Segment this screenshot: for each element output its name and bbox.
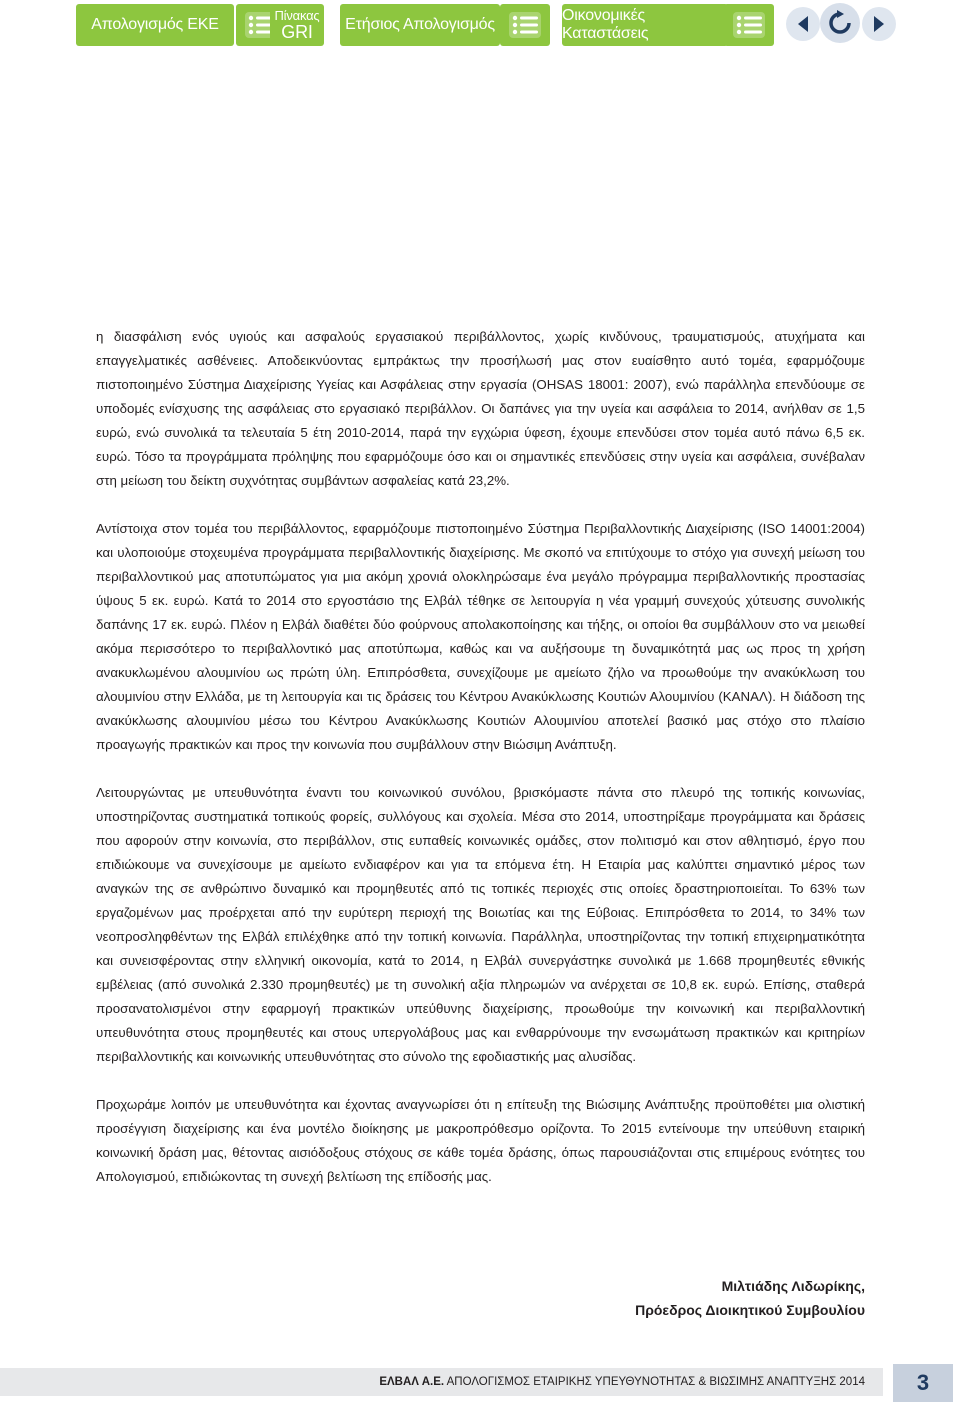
top-navigation [0,0,960,50]
nav-ceo-report-button[interactable] [76,4,234,46]
next-arrow-icon [871,15,887,33]
reload-button[interactable] [820,3,860,43]
list-icon-graphic [508,10,542,40]
next-page-button[interactable] [862,7,896,41]
signature-title: Πρόεδρος Διοικητικού Συμβουλίου [635,1302,865,1318]
signature-block [635,1274,865,1322]
prev-arrow-icon [795,15,811,33]
paragraph-environment: Αντίστοιχα στον τομέα του περιβάλλοντος, εφαρμόζουμε πιστοποιημένο Σύστημα Περιβαλλοντικής Διαχείρισης (ISO 14001:2004) και υλοποιούμε στοχευμένα προγράμματα περιβαλλοντικής διαχείρισης. Με σκοπό να επιτύχουμε το στόχο για συνεχή μείωση του περιβαλλοντικού μας αποτυπώματος για μια ακόμη χρονιά ολοκληρώσαμε ένα μεγάλο πρόγραμμα περιβαλλοντικής προστασίας ύψους 5 εκ. ευρώ. Κατά το 2014 στο εργοστάσιο της Ελβάλ τέθηκε σε λειτουργία η νέα γραμμή συνεχούς χύτευσης συνολικής δαπάνης 17 εκ. ευρώ. Πλέον η Ελβάλ διαθέτει δύο φούρνους απολακοποίησης και τήξης, οι οποίοι θα συμβάλλουν στο να μειωθεί ακόμα περισσότερο το περιβαλλοντικό μας αποτύπωμα, καθώς και να αυξήσουμε τη δυναμικότητά μας ως προς τη χρήση ανακυκλωμένου αλουμινίου ως πρώτη ύλη. Επιπρόσθετα, συνεχίζουμε με αμείωτο ζήλο να προωθούμε την ανακύκλωση του αλουμινίου στην Ελλάδα, με τη λειτουργία και τις δράσεις του Κέντρου Ανακύκλωσης Κουτιών Αλουμινίου (ΚΑΝΑΛ). Η διάδοση της ανακύκλωσης αλουμινίου μέσω του Κέντρου Ανακύκλωσης Κουτιών Αλουμινίου αποτελεί βασικό μας στόχο στο πλαίσιο προαγωγής πρακτικών και προς την κοινωνία που συμβάλλουν στην Βιώσιμη Ανάπτυξη. [96,521,865,752]
paragraph-conclusion: Προχωράμε λοιπόν με υπευθυνότητα και έχοντας αναγνωρίσει ότι η επίτευξη της Βιώσιμης Ανάπτυξης προϋποθέτει μια ολιστική προσέγγιση διαχείρισης και ένα μοντέλο διοίκησης με μακροπρόθεσμο ορίζοντα. Το 2015 εντείνουμε την υπεύθυνη εταιρική κοινωνική δράση μας, θέτοντας αισιόδοξους στόχους σε κάθε τομέα δράσης, όπως παρουσιάζονται στις επιμέρους ενότητες του Απολογισμού, επιδιώκοντας τη συνεχή βελτίωση της επίδοσής μας. [96,1097,865,1184]
paragraph-society: Λειτουργώντας με υπευθυνότητα έναντι του κοινωνικού συνόλου, βρισκόμαστε πάντα στο πλευρό της τοπικής κοινωνίας, υποστηρίζοντας συστηματικά τοπικούς φορείς, συλλόγους και σχολεία. Μέσα στο 2014, υποστηρίξαμε προγράμματα και δράσεις που αφορούν στην κοινωνία, στο περιβάλλον, στις ευπαθείς κοινωνικές ομάδες, στον πολιτισμό και στον αθλητισμό, έργο που επιδιώκουμε να συνεχίσουμε με αμείωτο ενδιαφέρον και για τα επόμενα έτη. Η Εταιρία μας καλύπτει σημαντικό μέρος των αναγκών της σε ανθρώπινο δυναμικό και προμηθευτές από τις τοπικές περιοχές στις οποίες δραστηριοποιείται. Το 63% των εργαζομένων μας προέρχεται από την ευρύτερη περιοχή της Βοιωτίας και της Εύβοιας. Επιπρόσθετα το 2014, το 34% των νεοπροσληφθέντων της Ελβάλ επιλέχθηκε από την τοπική κοινωνία. Παράλληλα, υποστηρίζοντας την τοπική επιχειρηματικότητα και συνεισφέροντας στην ελληνική οικονομία, κατά το 2014, η Ελβάλ συνεργάστηκε συνολικά με 1.668 προμηθευτές εθνικής εμβέλειας (από συνολικά 2.330 προμηθευτές) με τη συνολική αξία πληρωμών να ανέρχεται σε 10,8 εκ. ευρώ. Επίσης, σταθερά προσανατολισμένοι στην εφαρμογή πρακτικών υπεύθυνης διαχείρισης, προωθούμε την κοινωνική και περιβαλλοντική υπευθυνότητα στους προμηθευτές και στους υπεργολάβους μας και ενθαρρύνουμε την ενσωμάτωση πρακτικών και κριτηρίων περιβαλλοντικής και κοινωνικής υπευθυνότητας στο σύνολο της εφοδιαστικής μας αλυσίδας. [96,785,865,1064]
nav-financial-statements-label: Οικονομικές Καταστάσεις [562,7,649,42]
nav-gri-table-button[interactable] [270,4,324,46]
page-number: 3 [893,1364,953,1402]
nav-annual-report-button[interactable] [340,4,500,46]
list-icon[interactable] [500,4,550,46]
prev-page-button[interactable] [786,7,820,41]
footer-company: ΕΛΒΑΛ Α.Ε. [379,1376,445,1388]
signature-name: Μιλτιάδης Λιδωρίκης, [721,1278,865,1294]
nav-ceo-report-label: Απολογισμός ΕΚΕ [91,16,219,33]
nav-annual-report-label: Ετήσιος Απολογισμός [345,16,495,33]
letter-body [96,325,865,1213]
footer-report-title: ΑΠΟΛΟΓΙΣΜΟΣ ΕΤΑΙΡΙΚΗΣ ΥΠΕΥΘΥΝΟΤΗΤΑΣ & ΒΙΩΣΙΜΗΣ ΑΝΑΠΤΥΞΗΣ 2014 [446,1376,865,1388]
footer-caption [379,1376,865,1388]
reload-icon [827,10,853,36]
nav-financial-statements-button[interactable] [562,4,728,46]
paragraph-health-safety: η διασφάλιση ενός υγιούς και ασφαλούς εργασιακού περιβάλλοντος, χωρίς κινδύνους, τραυματισμούς, ατυχήματα και επαγγελματικές ασθένειες. Αποδεικνύοντας εμπράκτως την προσήλωσή μας στον ευαίσθητο αυτό τομέα, εφαρμόζουμε πιστοποιημένο Σύστημα Διαχείρισης Υγείας και Ασφάλειας στην εργασία (OHSAS 18001: 2007), ενώ παράλληλα επενδύουμε σε υποδομές ενίσχυσης της ασφάλειας στο εργασιακό περιβάλλον. Οι δαπάνες για την υγεία και ασφάλεια το 2014, ανήλθαν σε 1,5 ευρώ, ενώ συνολικά τα τελευταία 5 έτη 2010-2014, παρά την εγχώρια ύφεση, έχουμε επενδύσει στον τομέα αυτό πάνω 6,5 εκ. ευρώ. Τόσο τα προγράμματα πρόληψης που εφαρμόζουμε όσο και οι σημαντικές επενδύσεις στην υγεία και ασφάλεια, συνέβαλαν στη μείωση του δείκτη συχνότητας συμβάντων ασφαλείας κατά 23,2%. [96,329,865,488]
list-icon[interactable] [724,4,774,46]
nav-gri-bottom-label: GRI [281,22,313,42]
list-icon-graphic [732,10,766,40]
nav-gri-top-label: Πίνακας [274,8,320,23]
